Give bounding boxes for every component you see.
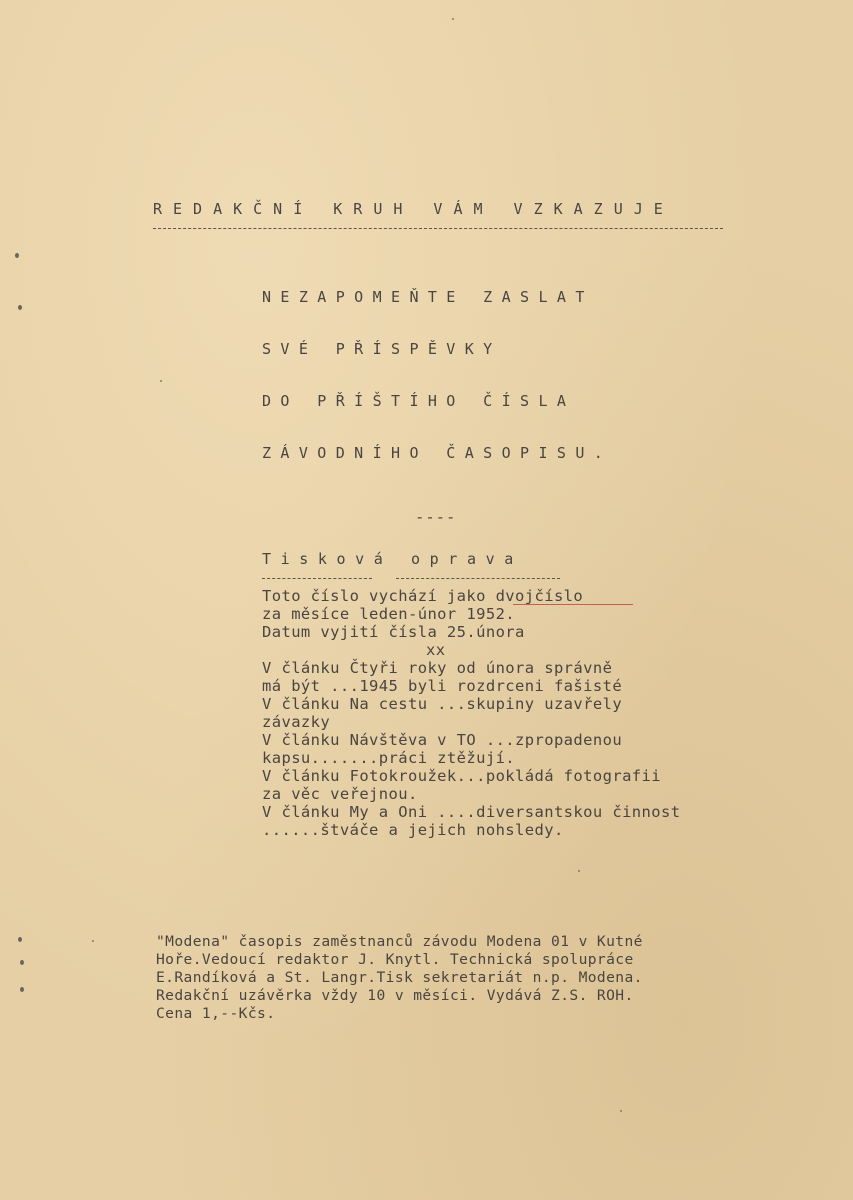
erratum-line: Toto číslo vychází jako dvojčíslo	[262, 587, 584, 605]
appeal-line-2: SVÉ PŘÍSPĚVKY	[262, 340, 502, 358]
erratum-heading-underline-1	[262, 578, 372, 579]
erratum-line: V článku My a Oni ....diversantskou činnost	[262, 803, 681, 821]
erratum-separator: xx	[426, 641, 446, 659]
paper-speck	[578, 870, 580, 872]
erratum-line: závazky	[262, 713, 331, 731]
colophon-line: Cena 1,--Kčs.	[156, 1005, 276, 1022]
appeal-line-1: NEZAPOMEŇTE ZASLAT	[262, 288, 594, 306]
colophon-line: Redakční uzávěrka vždy 10 v měsíci. Vydává Z.S. ROH.	[156, 987, 634, 1004]
separator: ----	[415, 508, 457, 526]
appeal-line-3: DO PŘÍŠTÍHO ČÍSLA	[262, 392, 576, 410]
erratum-line: Datum vyjití čísla 25.února	[262, 623, 525, 641]
erratum-line: V článku Na cestu ...skupiny uzavřely	[262, 695, 623, 713]
appeal-line-4: ZÁVODNÍHO ČASOPISU.	[262, 444, 613, 462]
paper-speck	[452, 18, 454, 20]
paper-speck	[92, 940, 94, 942]
erratum-line: V článku Čtyři roky od února správně	[262, 659, 613, 677]
paper-speck	[160, 380, 162, 382]
binding-mark	[15, 253, 19, 258]
binding-mark	[20, 987, 24, 992]
erratum-line: kapsu.......práci ztěžují.	[262, 749, 516, 767]
colophon-line: E.Randíková a St. Langr.Tisk sekretariát n.p. Modena.	[156, 969, 643, 986]
title-underline	[153, 228, 723, 229]
binding-mark	[20, 960, 24, 965]
erratum-line: za měsíce leden-únor 1952.	[262, 605, 516, 623]
binding-mark	[18, 937, 22, 942]
erratum-line: ......štváče a jejich nohsledy.	[262, 821, 564, 839]
erratum-line: V článku Návštěva v TO ...zpropadenou	[262, 731, 623, 749]
page-title: REDAKČNÍ KRUH VÁM VZKAZUJE	[153, 200, 674, 218]
erratum-heading-underline-2	[396, 578, 560, 579]
erratum-heading: Tisková oprava	[262, 550, 523, 568]
paper-speck	[620, 1110, 622, 1112]
erratum-line: má být ...1945 byli rozdrceni fašisté	[262, 677, 623, 695]
red-underline	[513, 604, 633, 605]
colophon-line: Hoře.Vedoucí redaktor J. Knytl. Technická spolupráce	[156, 951, 634, 968]
erratum-line: V článku Fotokroužek...pokládá fotografii	[262, 767, 662, 785]
binding-mark	[18, 305, 22, 310]
erratum-line: za věc veřejnou.	[262, 785, 418, 803]
colophon-line: "Modena" časopis zaměstnanců závodu Modena 01 v Kutné	[156, 933, 643, 950]
